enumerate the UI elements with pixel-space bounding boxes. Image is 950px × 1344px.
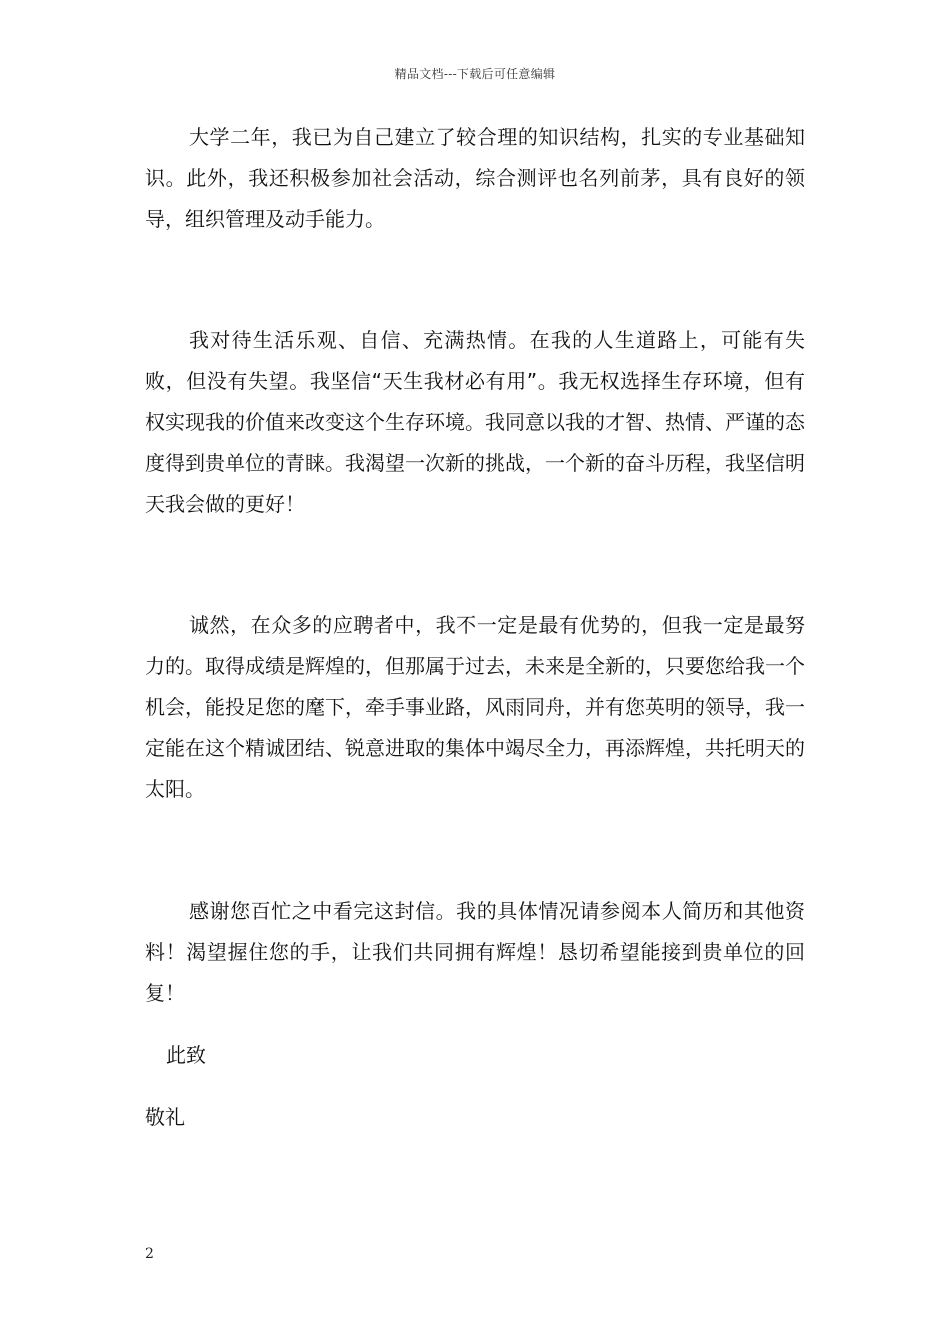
body-paragraph-3: 诚然，在众多的应聘者中，我不一定是最有优势的，但我一定是最努力的。取得成绩是辉煌的，但那属于过去，未来是全新的，只要您给我一个机会，能投足您的麾下，牵手事业路，风雨同舟，并有您英明的领导，我一定能在这个精诚团结、锐意进取的集体中竭尽全力，再添辉煌，共托明天的太阳。	[145, 613, 805, 801]
closing-regards: 敬礼	[145, 1105, 185, 1129]
body-paragraph-4: 感谢您百忙之中看完这封信。我的具体情况请参阅本人简历和其他资料！渴望握住您的手，让我们共同拥有辉煌！恳切希望能接到贵单位的回复！	[145, 899, 805, 1005]
body-paragraph-1: 大学二年，我已为自己建立了较合理的知识结构，扎实的专业基础知识。此外，我还积极参加社会活动，综合测评也名列前茅，具有良好的领导，组织管理及动手能力。	[145, 125, 805, 231]
body-paragraph-2: 我对待生活乐观、自信、充满热情。在我的人生道路上，可能有失败，但没有失望。我坚信“天生我材必有用”。我无权选择生存环境，但有权实现我的价值来改变这个生存环境。我同意以我的才智、热情、严谨的态度得到贵单位的青睐。我渴望一次新的挑战，一个新的奋斗历程，我坚信明天我会做的更好！	[145, 328, 805, 516]
page-number: 2	[145, 1246, 154, 1262]
closing-salutation: 此致	[166, 1043, 206, 1067]
page-header: 精品文档---下载后可任意编辑	[394, 67, 556, 81]
